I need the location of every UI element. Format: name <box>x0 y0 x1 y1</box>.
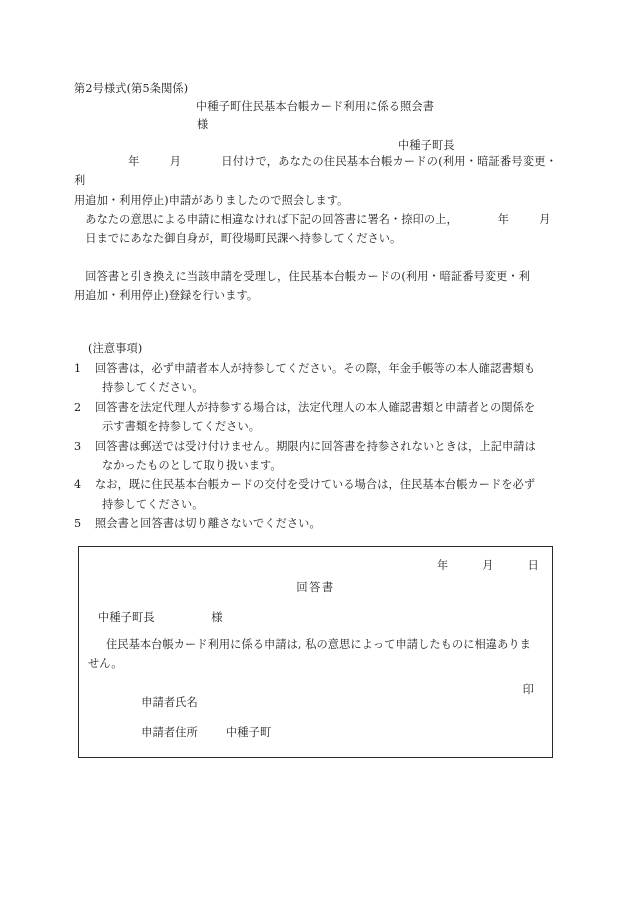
body-p1-line1-text: あなたの意思による申請に相違なければ下記の回答書に署名・捺印の上， <box>85 213 458 226</box>
reply-statement <box>88 635 543 674</box>
body-p1-line2-text: 日までにあなた御自身が，町役場町民課へ持参してください。 <box>85 232 402 246</box>
note-text-main: 回答書を法定代理人が持参する場合は，法定代理人の本人確認書類と申請者との関係を <box>95 400 536 414</box>
note-number: 4 <box>74 478 82 492</box>
body-paragraph-2 <box>74 267 557 306</box>
reply-form-title: 回答書 <box>296 581 335 594</box>
note-text-main: 照会書と回答書は切り離さないでください。 <box>95 517 321 531</box>
body-p1-line2 <box>74 229 557 248</box>
note-number: 5 <box>74 517 82 531</box>
note-text-main: 回答書は郵送では受け付けません。期限内に回答書を持参されないときは，上記申請は <box>95 439 536 453</box>
note-text <box>95 437 564 476</box>
body-p2-line1 <box>74 267 557 286</box>
note-text <box>95 359 564 398</box>
intro-date-line <box>74 152 557 191</box>
note-text-main: なお，既に住民基本台帳カードの交付を受けている場合は，住民基本台帳カードを必ず <box>95 478 536 492</box>
note-text-continuation: 示す書類を持参してください。 <box>102 420 261 434</box>
notes-list <box>74 359 564 534</box>
note-text <box>95 514 564 533</box>
reply-statement-line2: せん。 <box>88 657 123 671</box>
addressee-honorific: 様 <box>197 118 209 131</box>
note-number: 3 <box>74 439 82 453</box>
body-p1-year-label: 年 <box>497 213 510 226</box>
intro-day-text: 日付けで，あなたの住民基本台帳カードの(利用・暗証番号変更・利 <box>74 155 557 188</box>
reply-statement-line1-text: 住民基本台帳カード利用に係る申請は, 私の意思によって申請したものに相違ありま <box>106 638 531 651</box>
note-item <box>74 514 564 533</box>
reply-form-box <box>78 546 553 758</box>
note-number: 2 <box>74 400 82 414</box>
body-p2-line1-text: 回答書と引き換えに当該申請を受理し，住民基本台帳カードの(利用・暗証番号変更・利 <box>85 270 530 283</box>
note-item <box>74 437 564 476</box>
applicant-address-field[interactable] <box>119 711 271 753</box>
body-p2-line2: 用追加・利用停止)登録を行います。 <box>74 289 259 303</box>
note-text-continuation: なかったものとして取り扱います。 <box>102 459 282 473</box>
form-number: 第2号様式(第5条関係) <box>74 82 189 95</box>
reply-addressee: 中種子町長 様 <box>98 611 223 624</box>
note-text-continuation: 持参してください。 <box>102 381 204 395</box>
applicant-name-label: 申請者氏名 <box>141 696 198 709</box>
intro-paragraph <box>74 152 557 210</box>
body-paragraph-1 <box>74 210 557 249</box>
note-number: 1 <box>74 362 82 375</box>
notes-heading: (注意事項) <box>88 342 143 355</box>
intro-year-label: 年 <box>128 155 140 168</box>
seal-mark-icon: 印 <box>522 683 534 696</box>
intro-month-label: 月 <box>169 155 182 168</box>
body-p1-line1 <box>74 210 557 229</box>
reply-statement-line1 <box>88 635 543 654</box>
body-p1-month-label: 月 <box>539 213 551 226</box>
applicant-address-label: 申請者住所 <box>141 726 198 739</box>
applicant-address-value: 中種子町 <box>225 726 272 739</box>
issuer-name: 中種子町長 <box>398 139 455 152</box>
note-text <box>95 475 564 514</box>
note-text-main: 回答書は，必ず申請者本人が持参してください。その際，年金手帳等の本人確認書類も <box>95 362 536 375</box>
note-text-continuation: 持参してください。 <box>102 497 204 511</box>
document-title: 中種子町住民基本台帳カード利用に係る照会書 <box>196 100 435 113</box>
reply-date-line: 年 月 日 <box>436 559 539 572</box>
intro-continuation: 用追加・利用停止)申請がありましたので照会します。 <box>74 193 349 207</box>
note-item <box>74 475 564 514</box>
note-text <box>95 398 564 437</box>
note-item <box>74 359 564 398</box>
note-item <box>74 398 564 437</box>
